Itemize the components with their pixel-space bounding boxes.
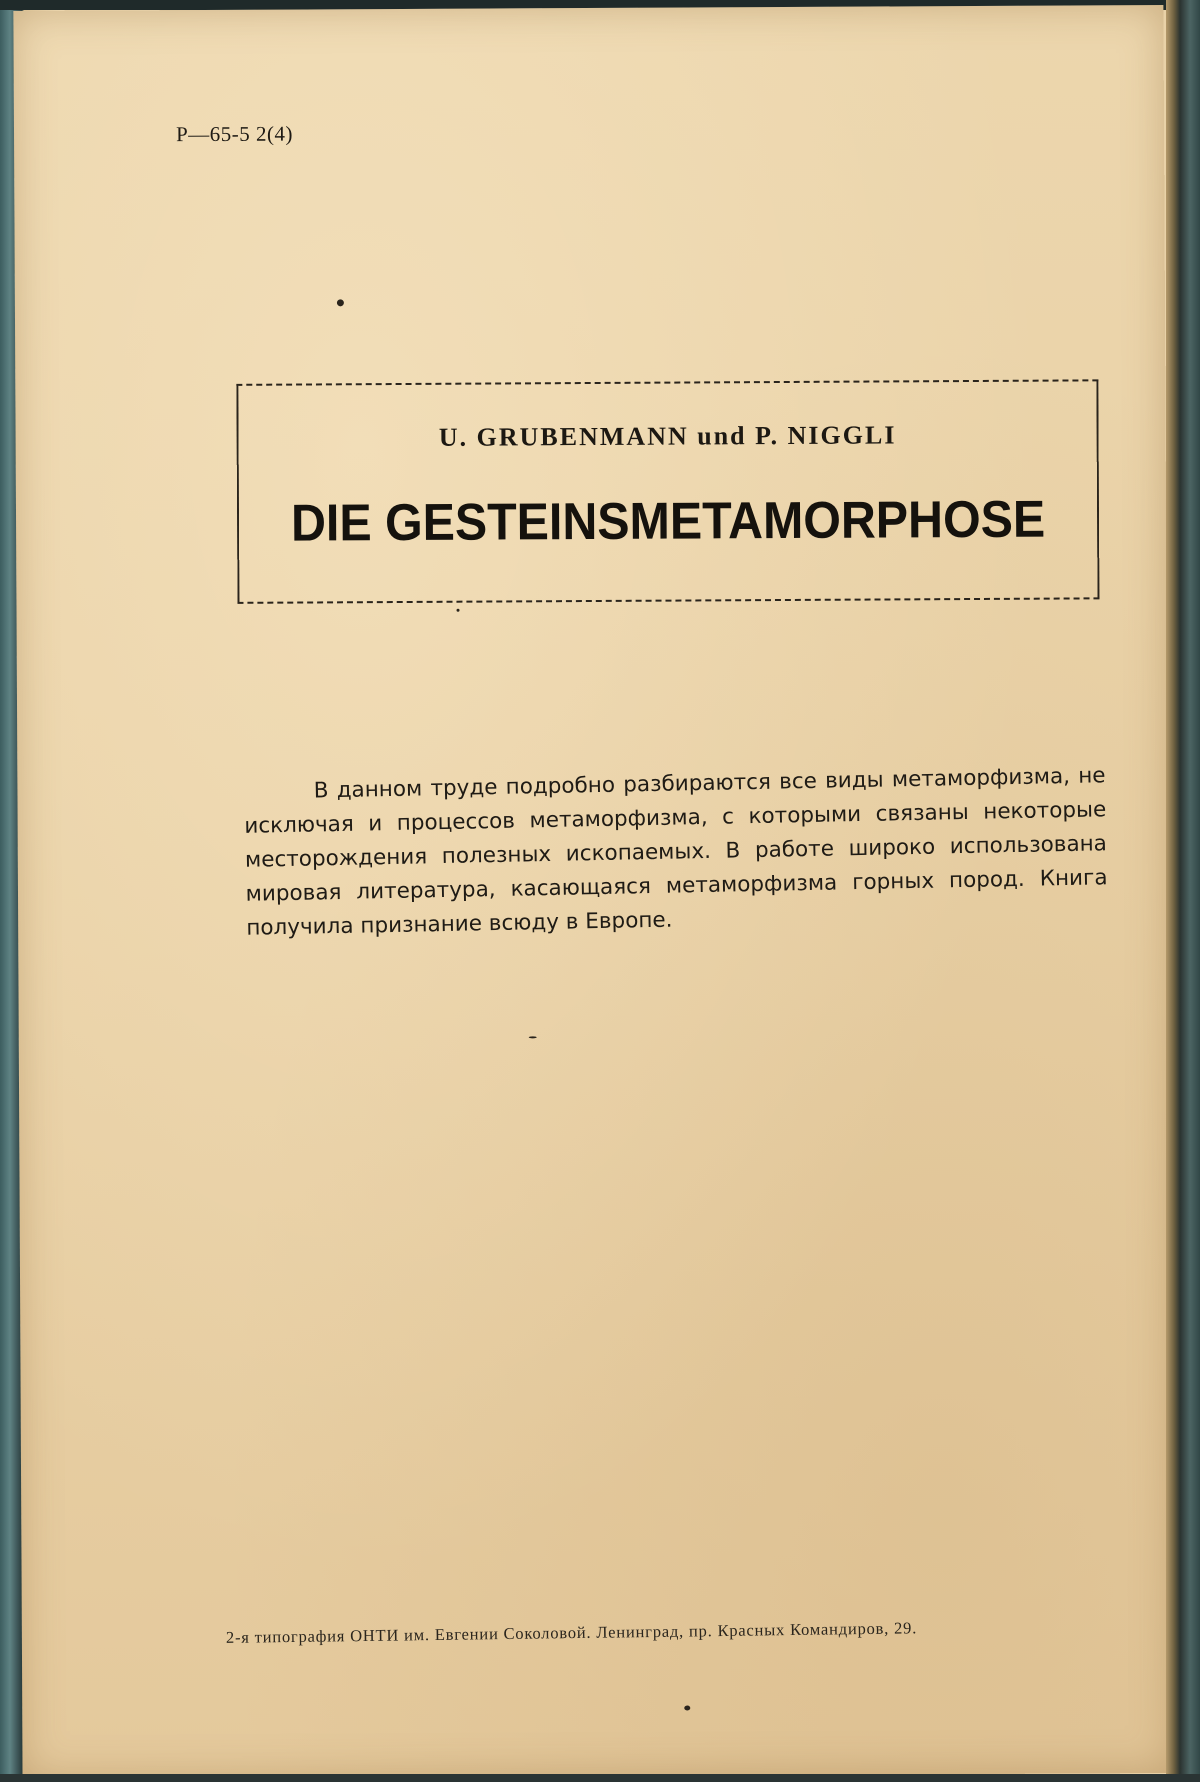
ink-speck xyxy=(684,1706,690,1711)
authors-line: U. GRUBENMANN und P. NIGGLI xyxy=(438,420,897,452)
title-frame xyxy=(236,379,1099,604)
scan-right-edge xyxy=(1166,0,1200,1782)
book-description: В данном труде подробно разбираются все виды метаморфизма, не исключая и процессов метаморфизма, с которыми связаны некоторые месторождения полезных ископаемых. В работе широко использована мировая литература, касающаяся метаморфизма горных пород. Книга получила признание всюду в Европе. xyxy=(244,763,1108,941)
ink-speck xyxy=(457,609,460,612)
book-page xyxy=(13,5,1172,1779)
catalog-code: Р—65-5 2(4) xyxy=(175,121,294,147)
ink-speck xyxy=(529,1036,537,1038)
book-title: DIE GESTEINSMETAMORPHOSE xyxy=(290,490,1046,553)
scan-bottom-edge xyxy=(0,1774,1200,1782)
printer-imprint: 2-я типография ОНТИ им. Евгении Соколовой. Ленинград, пр. Красных Командиров, 29. xyxy=(225,1618,918,1647)
ink-speck xyxy=(337,299,344,306)
